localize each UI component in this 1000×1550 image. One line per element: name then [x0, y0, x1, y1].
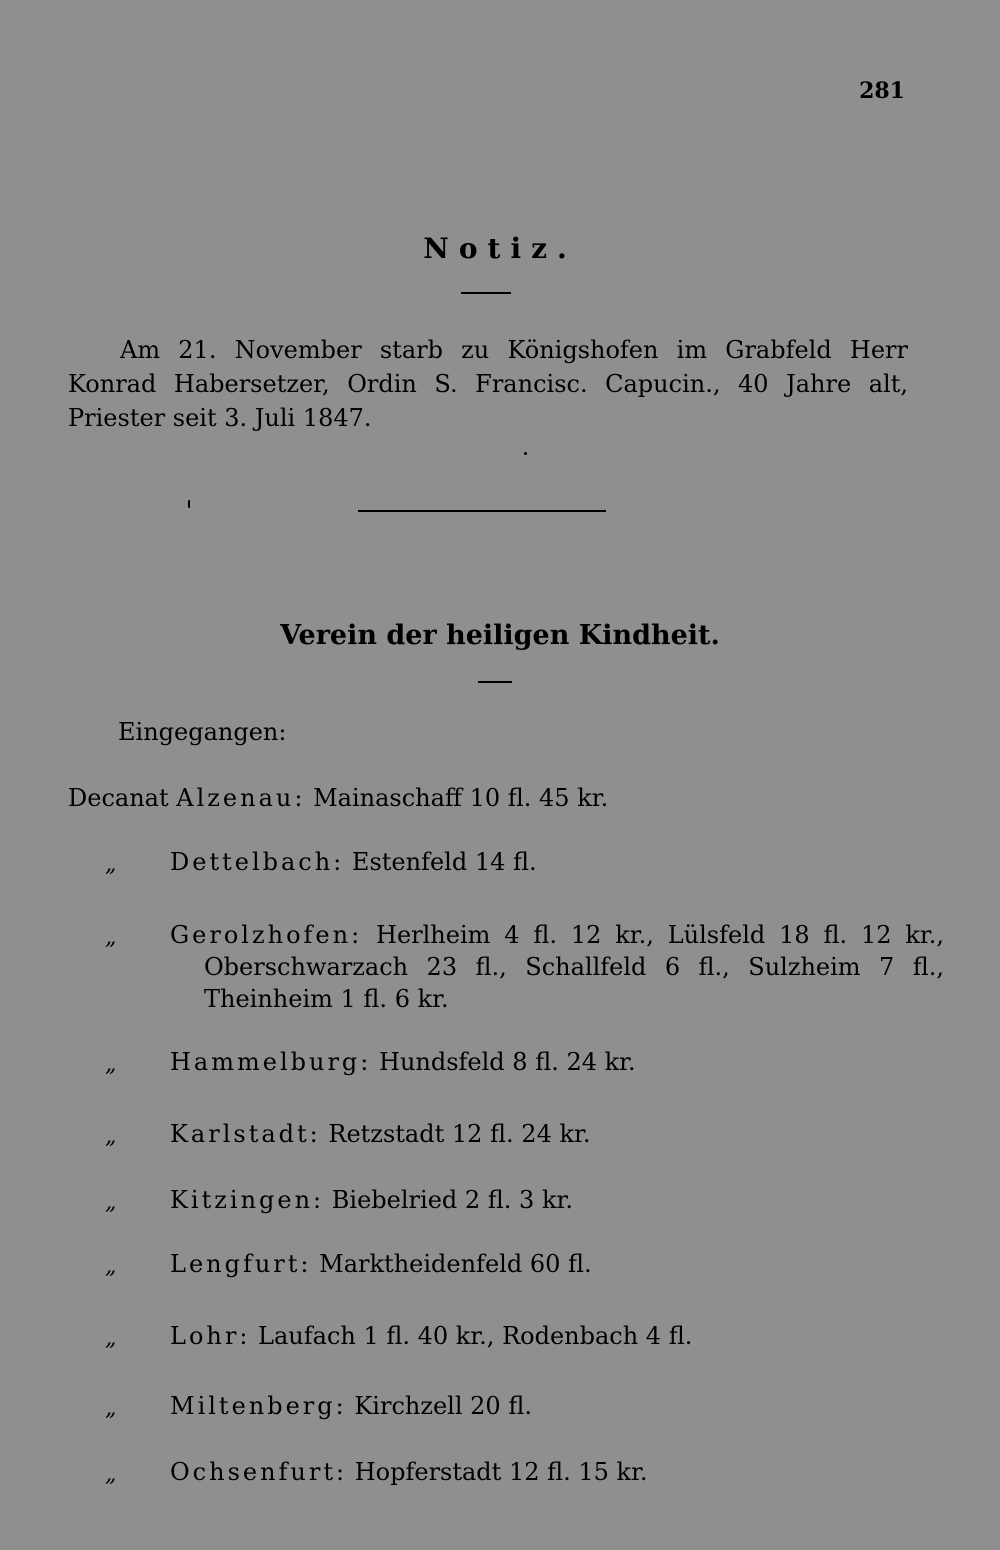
print-speck: [188, 500, 190, 508]
ditto-mark: „: [105, 1254, 117, 1279]
decanat-name: Hammelburg:: [170, 1048, 372, 1076]
list-item: [170, 1184, 910, 1216]
decanat-name: Ochsenfurt:: [170, 1458, 348, 1486]
short-rule: [478, 681, 512, 683]
list-item: [170, 1118, 910, 1150]
decanat-name: Kitzingen:: [170, 1186, 325, 1214]
ditto-mark: „: [105, 1396, 117, 1421]
list-item: [68, 782, 608, 814]
entry-text: Hopferstadt 12 fl. 15 kr.: [354, 1458, 648, 1486]
list-item: [170, 1320, 910, 1352]
list-item: [170, 919, 944, 1015]
decanat-word: Decanat: [68, 784, 169, 812]
entry-text: Laufach 1 fl. 40 kr., Rodenbach 4 fl.: [258, 1322, 693, 1350]
print-speck: [524, 452, 527, 455]
ditto-mark: „: [105, 1124, 117, 1149]
page-number: 281: [859, 78, 905, 104]
decanat-name: Dettelbach:: [170, 848, 345, 876]
notiz-heading: Notiz.: [423, 232, 577, 265]
entry-text: Biebelried 2 fl. 3 kr.: [331, 1186, 573, 1214]
decanat-name: Karlstadt:: [170, 1120, 321, 1148]
entry-text: Herlheim 4 fl. 12 kr., Lülsfeld 18 fl. 12 kr., Oberschwarzach 23 fl., Schallfeld 6 fl., Sulzheim 7 fl., Theinheim 1 fl. 6 kr.: [204, 921, 944, 1013]
ditto-mark: „: [105, 1190, 117, 1215]
decanat-name: Alzenau:: [176, 784, 306, 812]
short-rule: [461, 292, 511, 294]
entry-text: Mainaschaff 10 fl. 45 kr.: [313, 784, 609, 812]
decanat-name: Gerolzhofen:: [170, 921, 363, 949]
list-item: [170, 1046, 910, 1078]
ditto-mark: „: [105, 852, 117, 877]
ditto-mark: „: [105, 925, 117, 950]
entry-text: Kirchzell 20 fl.: [354, 1392, 532, 1420]
list-item: [170, 1456, 910, 1488]
eingegangen-label: Eingegangen:: [118, 718, 287, 746]
list-item: [170, 1248, 910, 1280]
section-divider: [358, 510, 606, 512]
entry-text: Marktheidenfeld 60 fl.: [319, 1250, 592, 1278]
list-item: [170, 1390, 910, 1422]
entry-text: Estenfeld 14 fl.: [351, 848, 537, 876]
ditto-mark: „: [105, 1326, 117, 1351]
entry-text: Retzstadt 12 fl. 24 kr.: [328, 1120, 591, 1148]
ditto-mark: „: [105, 1052, 117, 1077]
entry-text: Hundsfeld 8 fl. 24 kr.: [379, 1048, 636, 1076]
list-item: [170, 846, 910, 878]
decanat-name: Lengfurt:: [170, 1250, 312, 1278]
verein-heading: Verein der heiligen Kindheit.: [280, 620, 720, 651]
ditto-mark: „: [105, 1462, 117, 1487]
decanat-name: Lohr:: [170, 1322, 251, 1350]
decanat-name: Miltenberg:: [170, 1392, 347, 1420]
notiz-paragraph: Am 21. November starb zu Königshofen im Grabfeld Herr Konrad Habersetzer, Ordin S. Francisc. Capucin., 40 Jahre alt, Priester seit 3. Juli 1847.: [68, 336, 908, 432]
